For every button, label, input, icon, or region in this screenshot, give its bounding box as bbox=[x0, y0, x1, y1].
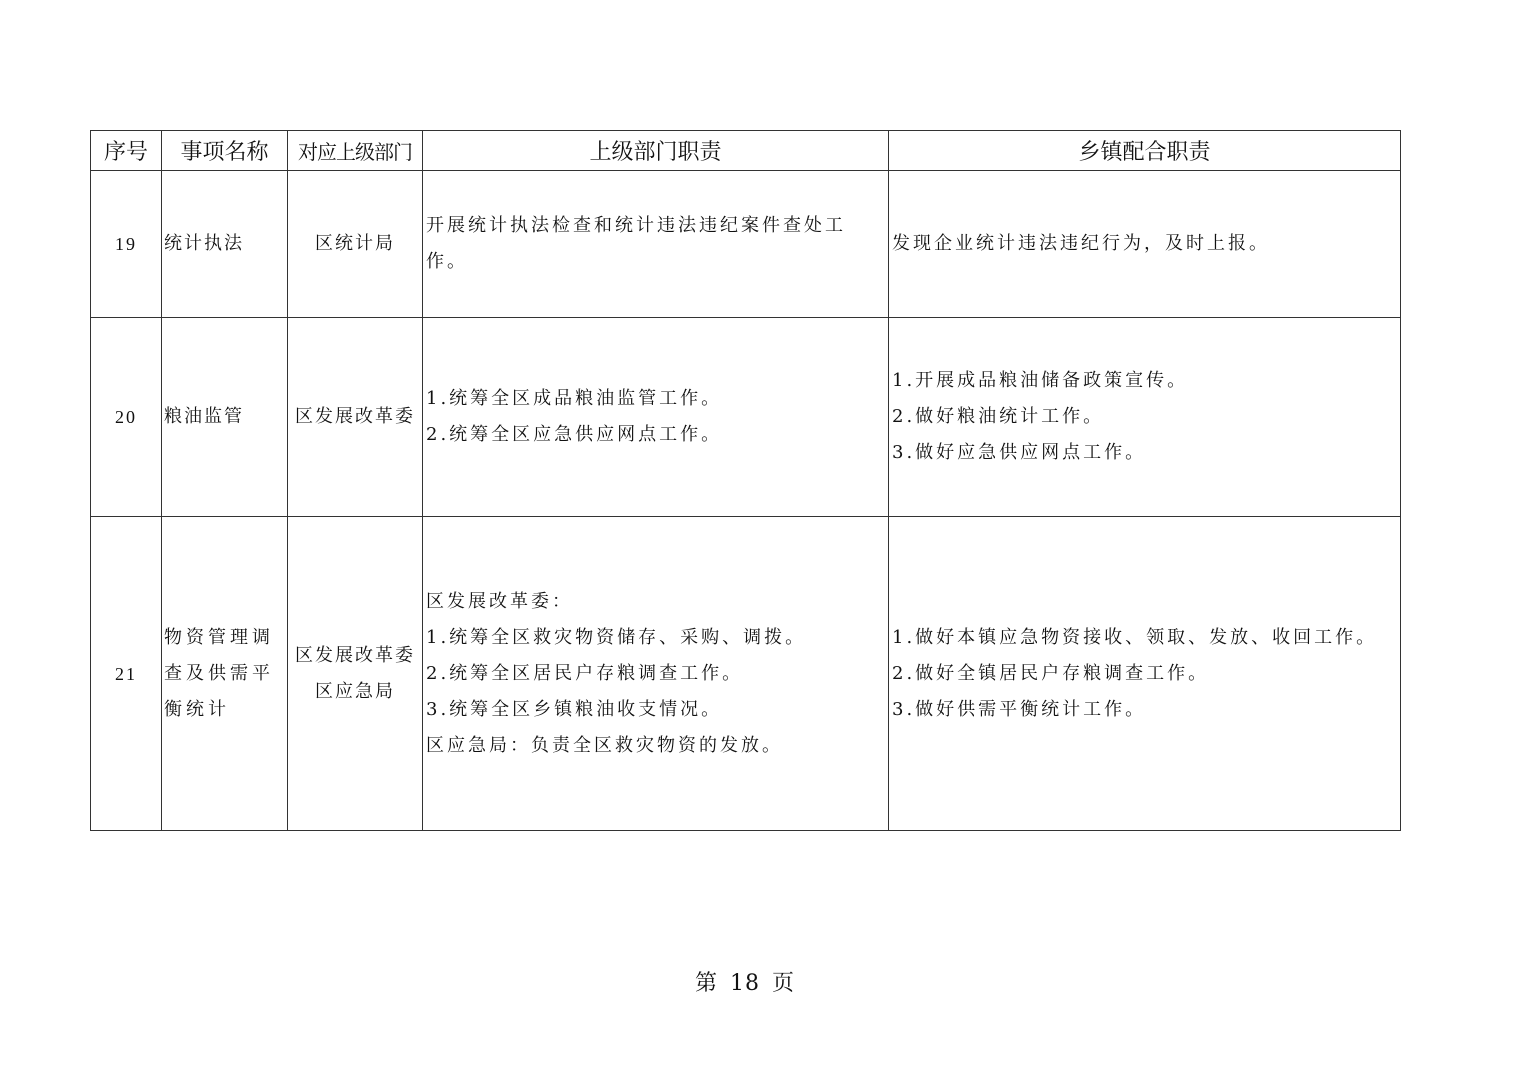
header-upper-dept: 对应上级部门 bbox=[288, 131, 423, 171]
upper-duty-line: 1.统筹全区救灾物资储存、采购、调拨。 bbox=[426, 626, 807, 648]
table-row bbox=[91, 517, 1401, 831]
upper-duty-line: 作。 bbox=[426, 251, 468, 272]
dept-cell bbox=[288, 318, 423, 517]
upper-duty-line: 区应急局：负责全区救灾物资的发放。 bbox=[426, 734, 783, 756]
upper-duty-line: 开展统计执法检查和统计违法违纪案件查处工 bbox=[426, 215, 846, 236]
upper-duty-line: 3.统筹全区乡镇粮油收支情况。 bbox=[426, 698, 723, 720]
town-duty-line: 3.做好供需平衡统计工作。 bbox=[892, 698, 1147, 720]
town-duty-line: 1.做好本镇应急物资接收、领取、发放、收回工作。 bbox=[892, 626, 1378, 648]
table-row bbox=[91, 318, 1401, 517]
town-duties-cell bbox=[889, 318, 1401, 517]
dept-line: 区发展改革委 bbox=[295, 644, 415, 666]
upper-duties-cell bbox=[423, 171, 889, 318]
upper-duty-line: 2.统筹全区应急供应网点工作。 bbox=[426, 424, 723, 445]
town-duties-cell bbox=[889, 171, 1401, 318]
row-number: 21 bbox=[91, 517, 162, 831]
town-duty-line: 2.做好全镇居民户存粮调查工作。 bbox=[892, 662, 1210, 684]
header-row bbox=[91, 131, 1401, 171]
upper-duties-cell bbox=[423, 318, 889, 517]
header-upper-duties: 上级部门职责 bbox=[423, 131, 889, 171]
dept-cell bbox=[288, 517, 423, 831]
upper-duty-line: 区发展改革委： bbox=[426, 590, 573, 612]
row-number: 19 bbox=[91, 171, 162, 318]
upper-duties-cell bbox=[423, 517, 889, 831]
item-name-cell bbox=[162, 318, 288, 517]
item-name-line: 衡统计 bbox=[164, 698, 230, 720]
header-town-duties: 乡镇配合职责 bbox=[889, 131, 1401, 171]
upper-duty-line: 2.统筹全区居民户存粮调查工作。 bbox=[426, 662, 744, 684]
responsibility-table bbox=[90, 130, 1401, 831]
item-name-cell bbox=[162, 171, 288, 318]
page-number: 18 bbox=[730, 971, 760, 996]
town-duty-line: 3.做好应急供应网点工作。 bbox=[892, 442, 1147, 463]
page-prefix: 第 bbox=[694, 971, 718, 996]
town-duty-line: 2.做好粮油统计工作。 bbox=[892, 406, 1105, 427]
item-name-cell bbox=[162, 517, 288, 831]
page-suffix: 页 bbox=[772, 971, 796, 996]
table-row bbox=[91, 171, 1401, 318]
town-duty-line: 1.开展成品粮油储备政策宣传。 bbox=[892, 370, 1189, 391]
page-footer bbox=[0, 966, 1490, 997]
table-header bbox=[91, 131, 1401, 171]
dept-cell bbox=[288, 171, 423, 318]
item-name-line: 物资管理调 bbox=[164, 626, 274, 648]
town-duty-line: 发现企业统计违法违纪行为，及时上报。 bbox=[892, 233, 1270, 254]
item-name-line: 粮油监管 bbox=[164, 406, 244, 427]
header-item-name: 事项名称 bbox=[162, 131, 288, 171]
item-name-line: 查及供需平 bbox=[164, 662, 274, 684]
upper-duty-line: 1.统筹全区成品粮油监管工作。 bbox=[426, 388, 723, 409]
row-number: 20 bbox=[91, 318, 162, 517]
dept-line: 区发展改革委 bbox=[295, 406, 415, 427]
header-no: 序号 bbox=[91, 131, 162, 171]
town-duties-cell bbox=[889, 517, 1401, 831]
dept-line: 区应急局 bbox=[315, 680, 395, 702]
dept-line: 区统计局 bbox=[315, 233, 395, 254]
item-name-line: 统计执法 bbox=[164, 233, 244, 254]
table-body bbox=[91, 171, 1401, 831]
